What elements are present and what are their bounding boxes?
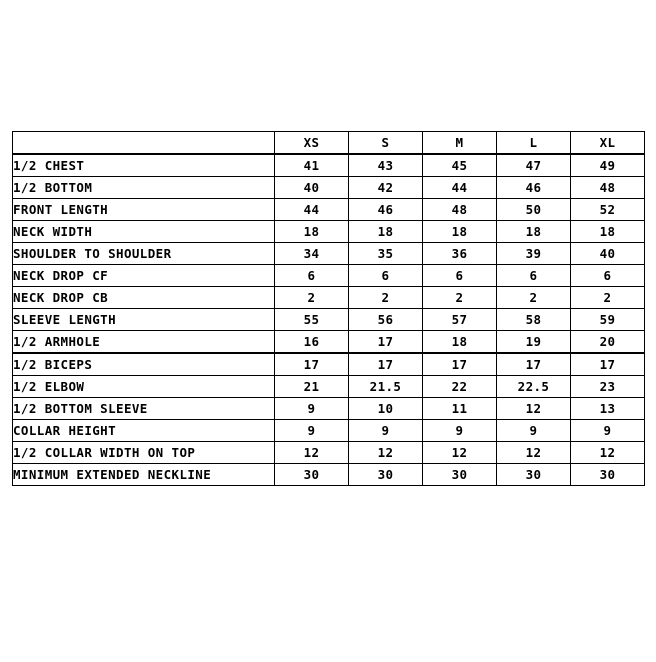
table-row (13, 353, 645, 376)
table-row (13, 464, 645, 486)
row-label: MINIMUM EXTENDED NECKLINE (13, 464, 275, 486)
measurement-cell: 18 (423, 221, 497, 243)
measurement-cell: 48 (423, 199, 497, 221)
table-row (13, 265, 645, 287)
measurement-cell: 19 (497, 331, 571, 354)
measurement-cell: 48 (571, 177, 645, 199)
measurement-cell: 36 (423, 243, 497, 265)
measurement-cell: 45 (423, 154, 497, 177)
measurement-cell: 6 (497, 265, 571, 287)
measurement-cell: 22.5 (497, 376, 571, 398)
measurement-cell: 6 (571, 265, 645, 287)
measurement-cell: 43 (349, 154, 423, 177)
row-label: FRONT LENGTH (13, 199, 275, 221)
row-label: COLLAR HEIGHT (13, 420, 275, 442)
measurement-cell: 18 (571, 221, 645, 243)
measurement-cell: 46 (497, 177, 571, 199)
column-header-m: M (423, 132, 497, 155)
measurement-cell: 9 (423, 420, 497, 442)
measurement-cell: 59 (571, 309, 645, 331)
measurement-cell: 49 (571, 154, 645, 177)
measurement-cell: 41 (275, 154, 349, 177)
measurement-cell: 47 (497, 154, 571, 177)
table-row (13, 199, 645, 221)
row-label: 1/2 BICEPS (13, 353, 275, 376)
table-row (13, 287, 645, 309)
measurement-cell: 39 (497, 243, 571, 265)
table-row (13, 442, 645, 464)
column-header-l: L (497, 132, 571, 155)
table-corner-cell (13, 132, 275, 155)
column-header-xs: XS (275, 132, 349, 155)
measurement-cell: 44 (275, 199, 349, 221)
measurement-cell: 21.5 (349, 376, 423, 398)
measurement-cell: 40 (571, 243, 645, 265)
measurement-cell: 35 (349, 243, 423, 265)
measurement-cell: 9 (497, 420, 571, 442)
measurement-cell: 30 (349, 464, 423, 486)
measurement-cell: 18 (349, 221, 423, 243)
measurement-cell: 12 (423, 442, 497, 464)
measurement-cell: 6 (275, 265, 349, 287)
measurement-cell: 16 (275, 331, 349, 354)
measurement-cell: 2 (571, 287, 645, 309)
measurement-cell: 12 (275, 442, 349, 464)
row-label: SHOULDER TO SHOULDER (13, 243, 275, 265)
measurement-cell: 57 (423, 309, 497, 331)
measurement-cell: 42 (349, 177, 423, 199)
row-label: 1/2 CHEST (13, 154, 275, 177)
row-label: NECK DROP CF (13, 265, 275, 287)
row-label: NECK DROP CB (13, 287, 275, 309)
measurement-cell: 2 (423, 287, 497, 309)
measurement-cell: 23 (571, 376, 645, 398)
table-header (13, 132, 645, 155)
measurement-cell: 18 (275, 221, 349, 243)
table-row (13, 331, 645, 354)
measurement-cell: 34 (275, 243, 349, 265)
measurement-cell: 30 (275, 464, 349, 486)
table-row (13, 243, 645, 265)
measurement-cell: 58 (497, 309, 571, 331)
table-header-row (13, 132, 645, 155)
measurement-cell: 9 (275, 420, 349, 442)
table-body (13, 154, 645, 486)
measurement-cell: 12 (571, 442, 645, 464)
measurement-cell: 46 (349, 199, 423, 221)
measurement-cell: 18 (423, 331, 497, 354)
row-label: 1/2 BOTTOM (13, 177, 275, 199)
measurement-cell: 2 (349, 287, 423, 309)
row-label: 1/2 ARMHOLE (13, 331, 275, 354)
measurement-cell: 22 (423, 376, 497, 398)
table-row (13, 309, 645, 331)
table-row (13, 177, 645, 199)
table-row (13, 420, 645, 442)
table-row (13, 376, 645, 398)
measurement-cell: 17 (497, 353, 571, 376)
column-header-s: S (349, 132, 423, 155)
measurement-cell: 17 (571, 353, 645, 376)
measurement-cell: 12 (497, 398, 571, 420)
measurement-cell: 2 (275, 287, 349, 309)
measurement-cell: 30 (423, 464, 497, 486)
measurement-cell: 10 (349, 398, 423, 420)
measurement-cell: 17 (423, 353, 497, 376)
measurement-cell: 40 (275, 177, 349, 199)
row-label: 1/2 BOTTOM SLEEVE (13, 398, 275, 420)
measurement-table (12, 131, 645, 486)
measurement-cell: 56 (349, 309, 423, 331)
size-chart-container (12, 131, 644, 486)
measurement-cell: 13 (571, 398, 645, 420)
measurement-cell: 2 (497, 287, 571, 309)
column-header-xl: XL (571, 132, 645, 155)
measurement-cell: 6 (349, 265, 423, 287)
measurement-cell: 30 (571, 464, 645, 486)
row-label: SLEEVE LENGTH (13, 309, 275, 331)
table-row (13, 154, 645, 177)
measurement-cell: 21 (275, 376, 349, 398)
measurement-cell: 18 (497, 221, 571, 243)
measurement-cell: 44 (423, 177, 497, 199)
measurement-cell: 50 (497, 199, 571, 221)
row-label: NECK WIDTH (13, 221, 275, 243)
measurement-cell: 9 (571, 420, 645, 442)
measurement-cell: 52 (571, 199, 645, 221)
measurement-cell: 6 (423, 265, 497, 287)
row-label: 1/2 COLLAR WIDTH ON TOP (13, 442, 275, 464)
measurement-cell: 9 (275, 398, 349, 420)
table-row (13, 221, 645, 243)
measurement-cell: 12 (349, 442, 423, 464)
measurement-cell: 9 (349, 420, 423, 442)
measurement-cell: 17 (349, 353, 423, 376)
measurement-cell: 20 (571, 331, 645, 354)
row-label: 1/2 ELBOW (13, 376, 275, 398)
measurement-cell: 55 (275, 309, 349, 331)
measurement-cell: 11 (423, 398, 497, 420)
measurement-cell: 30 (497, 464, 571, 486)
table-row (13, 398, 645, 420)
measurement-cell: 17 (349, 331, 423, 354)
measurement-cell: 17 (275, 353, 349, 376)
measurement-cell: 12 (497, 442, 571, 464)
